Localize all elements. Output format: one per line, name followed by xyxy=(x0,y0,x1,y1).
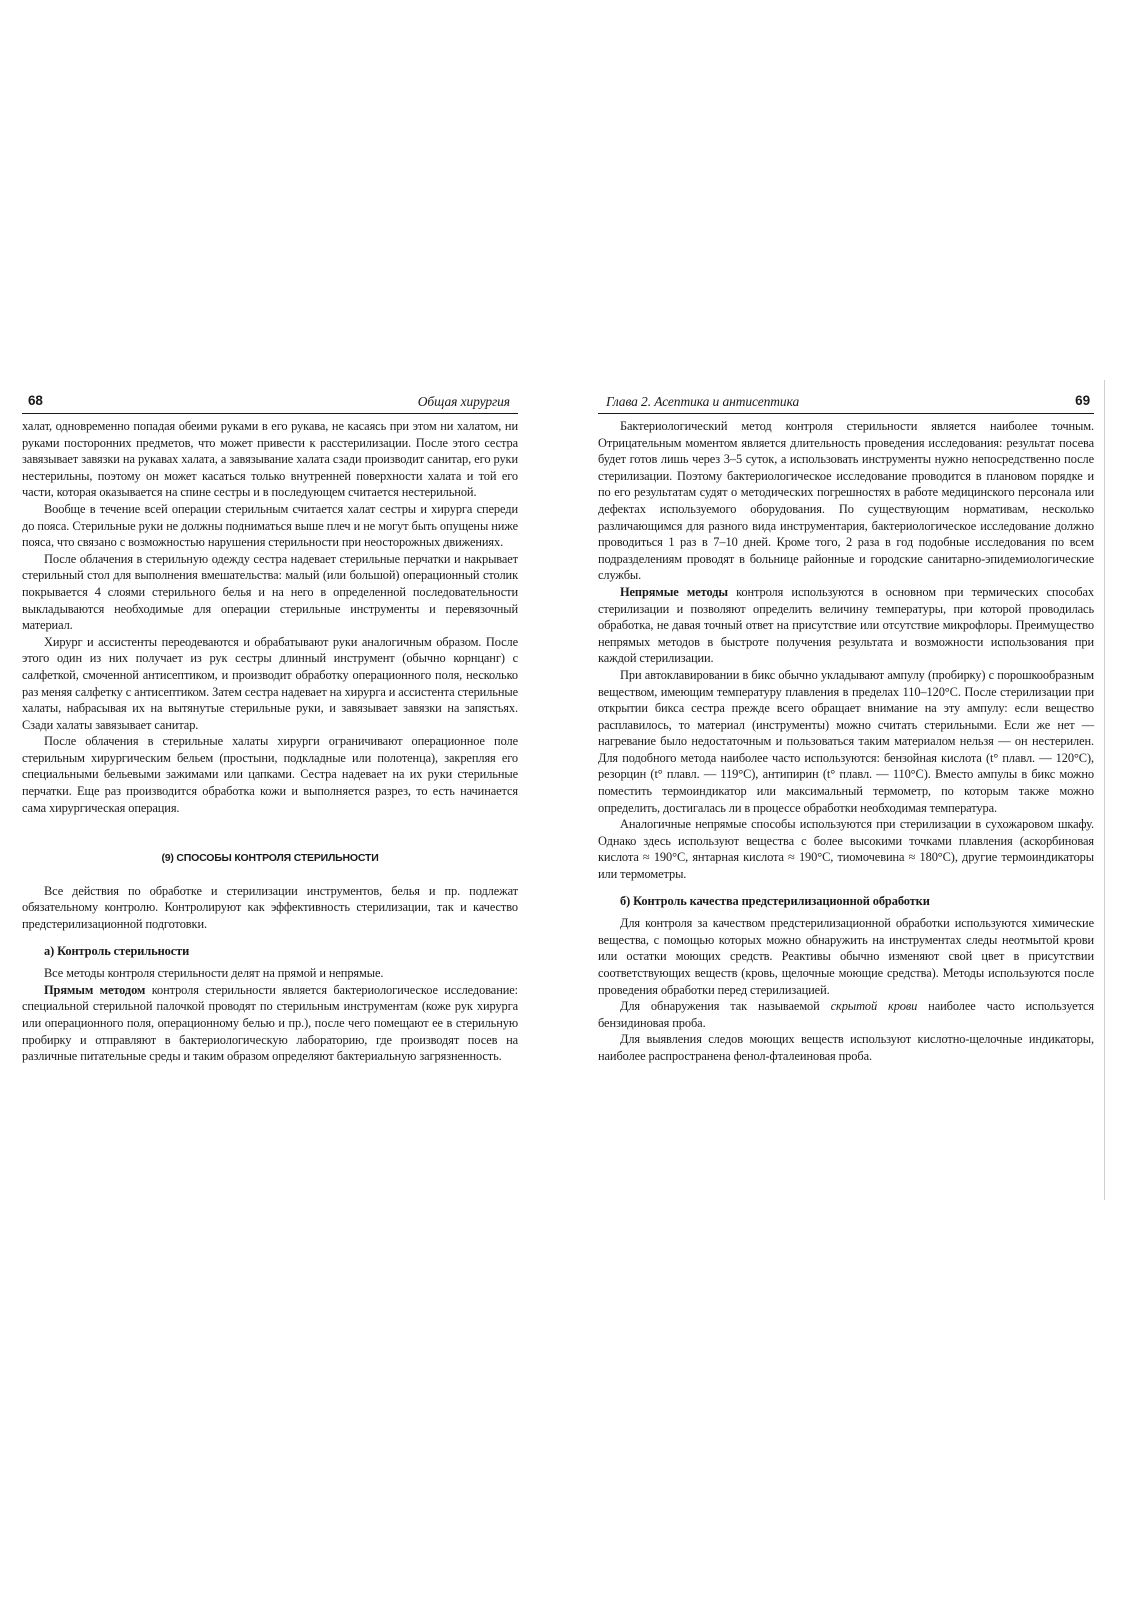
page-number-right: 69 xyxy=(1075,393,1090,408)
paragraph: Вообще в течение всей операции стерильным считается халат сестры и хирурга спереди до пояса. Стерильные руки не должны подниматься выше плеч и не могут быть опущены ниже пояса, что связано с возможностью нарушения стерильности при неосторожных движениях. xyxy=(22,501,518,550)
paragraph-text: контроля стерильности является бактериологическое исследование: специальной стерильной палочкой проводят по стерильным инструментам (коже рук хирурга или операционного поля, операционному белью и пр.), после чего помещают ее в стерильную пробирку и отправляют в бактериологическую лабораторию, где производят посев на различные питательные среды и таким образом определяют бактериальную загрязненность. xyxy=(22,982,518,1064)
section-title: (9) СПОСОБЫ КОНТРОЛЯ СТЕРИЛЬНОСТИ xyxy=(161,852,379,865)
running-title-left: Общая хирургия xyxy=(417,394,510,409)
left-page xyxy=(22,393,518,1065)
page-edge-divider xyxy=(1104,380,1105,1200)
bold-term: Непрямые методы xyxy=(620,584,728,599)
paragraph: После облачения в стерильные халаты хирурги ограничивают операционное поле стерильным хирургическим бельем (простыни, подкладные или полотенца), закрепляя его специальными бельевыми зажимами или цапками. Сестра надевает на их руки стерильные перчатки. Еще раз производится обработка кожи и выполняется разрез, то есть начинается сама хирургическая операция. xyxy=(22,734,518,815)
paragraph: После облачения в стерильную одежду сестра надевает стерильные перчатки и накрывает стерильный стол для выполнения вмешательства: малый (или большой) операционный столик покрывается 4 слоями стерильного белья и на него в определенной последовательности выкладываются необходимые для операции стерильные инструменты и перевязочный материал. xyxy=(22,551,518,633)
paragraph-text: контроля используются в основном при термических способах стерилизации и позволяют определить величину температуры, при которой проводилась обработка, не давая точный ответ на присутствие или отсутствие микрофлоры. Преимущество непрямых методов в быстроте получения результата и возможности использования при каждой стерилизации. xyxy=(598,584,1094,666)
paragraph: Для контроля за качеством предстерилизационной обработки используются химические вещества, с помощью которых можно обнаружить на инструментах следы неотмытой крови или остатки моющих средств. Реактивы обычно изменяют свой цвет в присутствии соответствующих веществ (кровь, щелочные моющие средства). Методы используются после проведения обработки перед стерилизацией. xyxy=(598,916,1094,997)
running-title-right: Глава 2. Асептика и антисептика xyxy=(606,394,800,409)
paragraph: Все действия по обработке и стерилизации инструментов, белья и пр. подлежат обязательному контролю. Контролируют как эффективность стерилизации, так и качество предстерилизационной подготовки. xyxy=(22,883,518,932)
paragraph xyxy=(598,998,1094,1031)
paragraph-text: Для обнаружения так называемой xyxy=(620,999,831,1014)
paragraph: При автоклавировании в бикс обычно укладывают ампулу (пробирку) с порошкообразным веществом, имеющим температуру плавления в пределах 110–120°С. После стерилизации при открытии бикса сестра прежде всего обращает внимание на эту ампулу: если вещество расплавилось, то материал (инструменты) можно считать стерильными. Если же нет — нагревание было недостаточным и пользоваться таким материалом нельзя — он нестерилен. Для подобного метода наиболее часто используются: бензойная кислота (t° плавл. — 120°С), резорцин (t° плавл. — 119°С), антипирин (t° плавл. — 110°С). Вместо ампулы в бикс можно поместить термоиндикатор или максимальный термометр, по которым также можно определить, достигалась ли в процессе обработки необходимая температура. xyxy=(598,667,1094,815)
bold-term: Прямым методом xyxy=(44,982,146,997)
paragraph xyxy=(598,584,1094,667)
paragraph: Аналогичные непрямые способы используются при стерилизации в сухожаровом шкафу. Однако здесь используют вещества с более высокими точками плавления (аскорбиновая кислота ≈ 190°С, янтарная кислота ≈ 190°С, тиомочевина ≈ 180°С), другие термоиндикаторы или термометры. xyxy=(598,817,1094,882)
right-body xyxy=(598,418,1094,1065)
paragraph: Все методы контроля стерильности делят на прямой и непрямые. xyxy=(44,966,384,981)
right-page xyxy=(598,393,1094,1065)
italic-term: скрытой крови xyxy=(830,999,918,1014)
paragraph-text: наиболее часто используется бензидиновая проба. xyxy=(598,999,1095,1030)
subsection-title-a: а) Контроль стерильности xyxy=(44,943,190,958)
left-page-header xyxy=(22,393,518,414)
right-page-header xyxy=(598,393,1094,414)
page-number-left: 68 xyxy=(28,393,43,408)
subsection-title-b: б) Контроль качества предстерилизационной обработки xyxy=(620,893,930,908)
left-body xyxy=(22,418,518,1065)
paragraph xyxy=(22,982,518,1065)
paragraph: Хирург и ассистенты переодеваются и обрабатывают руки аналогичным образом. После этого один из них получает из рук сестры длинный инструмент (обычно корнцанг) с салфеткой, смоченной антисептиком, и производит обработку операционного поля, несколько раз меняя салфетку с антисептиком. Затем сестра надевает на хирурга и ассистента стерильные халаты, набрасывая их на вытянутые стерильные руки, и завязывает завязки на запястьях. Сзади халаты завязывает санитар. xyxy=(22,634,519,732)
paragraph: халат, одновременно попадая обеими руками в его рукава, не касаясь при этом ни халатом, ни руками посторонних предметов, что может привести к расстерилизации. После этого сестра завязывает завязки на рукавах халата, а завязывание халата сзади производит санитар, его руки нестерильны, поэтому он может касаться только внутренней поверхности халата и той его части, которая оказывается на спине сестры и в последующем считается нестерильной. xyxy=(22,419,518,500)
paragraph: Бактериологический метод контроля стерильности является наиболее точным. Отрицательным моментом является длительность проведения исследования: результат посева будет готов лишь через 3–5 суток, а использовать инструменты нужно непосредственно после стерилизации. Поэтому бактериологическое исследование проводится в плановом порядке и по его результатам судят о методических погрешностях в работе медицинского персонала или дефектах используемого оборудования. По существующим нормативам, несколько различающимся для разного вида инструментария, бактериологическое исследование должно проводиться 1 раз в 7–10 дней. Кроме того, 2 раза в год подобные исследования по всем подразделениям проводят в больнице районные и городские санитарно-эпидемиологические службы. xyxy=(598,419,1094,583)
paragraph: Для выявления следов моющих веществ используют кислотно-щелочные индикаторы, наиболее распространена фенол-фталеиновая проба. xyxy=(598,1032,1094,1063)
